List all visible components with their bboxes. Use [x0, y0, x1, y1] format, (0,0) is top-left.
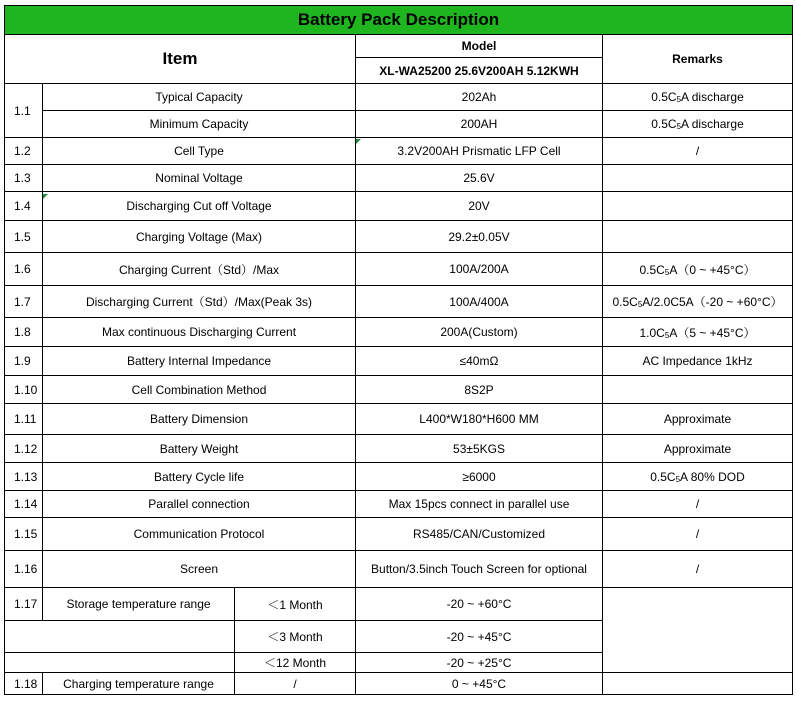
- battery-spec-table: [4, 5, 793, 695]
- remark-cell: [603, 221, 793, 253]
- remark-cell: [603, 376, 793, 404]
- period-cell: ＜3 Month: [235, 621, 356, 653]
- remark-cell: /: [603, 551, 793, 588]
- value-cell: 25.6V: [356, 165, 603, 192]
- row-number: 1.3: [5, 165, 43, 192]
- table-row: [5, 491, 793, 518]
- table-row: [5, 463, 793, 491]
- table-row: [5, 376, 793, 404]
- value-cell: ≥6000: [356, 463, 603, 491]
- remark-cell: [603, 165, 793, 192]
- remark-cell: /: [603, 491, 793, 518]
- item-cell: Cell Type: [43, 138, 356, 165]
- item-cell: Minimum Capacity: [43, 111, 356, 138]
- item-header: Item: [5, 35, 356, 84]
- remark-cell: $1.0C_5A(5$ ~ +45°C）: [603, 318, 793, 347]
- item-cell: Max continuous Discharging Current: [43, 318, 356, 347]
- remark-cell: $0.5C_5A/2.0C5A(-20$ ~ +60°C）: [603, 286, 793, 318]
- value-cell: 0 ~ +45°C: [356, 673, 603, 695]
- table-row: [5, 404, 793, 435]
- value-cell: 53±5KGS: [356, 435, 603, 463]
- row-number: 1.6: [5, 253, 43, 286]
- remark-cell: [603, 588, 793, 673]
- row-number: 1.2: [5, 138, 43, 165]
- value-cell: 8S2P: [356, 376, 603, 404]
- value-cell: 3.2V200AH Prismatic LFP Cell: [356, 138, 603, 165]
- row-number: 1.10: [5, 376, 43, 404]
- value-cell: -20 ~ +25°C: [356, 653, 603, 673]
- model-value: XL-WA25200 25.6V200AH 5.12KWH: [356, 58, 603, 84]
- row-number: 1.4: [5, 192, 43, 221]
- item-cell: Storage temperature range: [43, 588, 235, 621]
- remark-cell: Approximate: [603, 435, 793, 463]
- table-row: [5, 111, 793, 138]
- value-cell: 200A(Custom): [356, 318, 603, 347]
- remark-cell: $0.5C_5A$ 80% DOD: [603, 463, 793, 491]
- row-number: 1.8: [5, 318, 43, 347]
- remark-cell: Approximate: [603, 404, 793, 435]
- table-row: [5, 347, 793, 376]
- table-row: [5, 165, 793, 192]
- table-row: [5, 221, 793, 253]
- value-cell: -20 ~ +60°C: [356, 588, 603, 621]
- item-cell: Parallel connection: [43, 491, 356, 518]
- value-cell: 202Ah: [356, 84, 603, 111]
- table-row: [5, 84, 793, 111]
- value-cell: Max 15pcs connect in parallel use: [356, 491, 603, 518]
- item-cell: Cell Combination Method: [43, 376, 356, 404]
- row-number: 1.7: [5, 286, 43, 318]
- row-number: 1.17: [5, 588, 43, 621]
- value-cell: Button/3.5inch Touch Screen for optional: [356, 551, 603, 588]
- item-cell: Discharging Cut off Voltage: [43, 192, 356, 221]
- table-row: [5, 286, 793, 318]
- value-cell: ≤40mΩ: [356, 347, 603, 376]
- value-cell: 200AH: [356, 111, 603, 138]
- value-cell: 100A/400A: [356, 286, 603, 318]
- remark-cell: [603, 192, 793, 221]
- item-cell: Screen: [43, 551, 356, 588]
- remark-cell: $0.5C_5A(0$ ~ +45°C）: [603, 253, 793, 286]
- row-number: 1.18: [5, 673, 43, 695]
- table-title: Battery Pack Description: [5, 6, 793, 35]
- value-cell: 29.2±0.05V: [356, 221, 603, 253]
- value-cell: RS485/CAN/Customized: [356, 518, 603, 551]
- row-number: 1.15: [5, 518, 43, 551]
- item-cell: Discharging Current（Std）/Max(Peak 3s): [43, 286, 356, 318]
- item-cell: Charging Current（Std）/Max: [43, 253, 356, 286]
- cell-comment-marker: [356, 139, 361, 144]
- remark-cell: AC Impedance 1kHz: [603, 347, 793, 376]
- row-number: 1.11: [5, 404, 43, 435]
- table-row: [5, 318, 793, 347]
- row-number: 1.13: [5, 463, 43, 491]
- value-cell: L400*W180*H600 MM: [356, 404, 603, 435]
- period-cell: ＜12 Month: [235, 653, 356, 673]
- item-cell: Typical Capacity: [43, 84, 356, 111]
- cell-comment-marker: [43, 194, 48, 199]
- row-number: 1.16: [5, 551, 43, 588]
- table-row: [5, 435, 793, 463]
- remark-cell: [603, 673, 793, 695]
- remark-cell: $0.5C_5A$ discharge: [603, 111, 793, 138]
- row-number: 1.1: [5, 84, 43, 138]
- remark-cell: $0.5C_5A$ discharge: [603, 84, 793, 111]
- item-cell: Battery Dimension: [43, 404, 356, 435]
- remark-cell: /: [603, 518, 793, 551]
- model-header: Model: [356, 35, 603, 58]
- table-row: [5, 518, 793, 551]
- item-cell: Charging temperature range: [43, 673, 235, 695]
- period-cell: ＜1 Month: [235, 588, 356, 621]
- table-row: [5, 551, 793, 588]
- item-cell: Battery Internal Impedance: [43, 347, 356, 376]
- item-cell: Battery Cycle life: [43, 463, 356, 491]
- table-row: [5, 138, 793, 165]
- row-number: 1.5: [5, 221, 43, 253]
- item-cell: Charging Voltage (Max): [43, 221, 356, 253]
- item-cell: Communication Protocol: [43, 518, 356, 551]
- value-cell: -20 ~ +45°C: [356, 621, 603, 653]
- value-cell: 100A/200A: [356, 253, 603, 286]
- empty-cell: [5, 653, 235, 673]
- table-row: [5, 253, 793, 286]
- row-number: 1.9: [5, 347, 43, 376]
- table-row: [5, 588, 793, 621]
- table-row: [5, 673, 793, 695]
- table-row: [5, 192, 793, 221]
- remark-cell: /: [603, 138, 793, 165]
- value-cell: 20V: [356, 192, 603, 221]
- period-cell: /: [235, 673, 356, 695]
- row-number: 1.14: [5, 491, 43, 518]
- empty-cell: [5, 621, 235, 653]
- remarks-header: Remarks: [603, 35, 793, 84]
- item-cell: Battery Weight: [43, 435, 356, 463]
- item-cell: Nominal Voltage: [43, 165, 356, 192]
- row-number: 1.12: [5, 435, 43, 463]
